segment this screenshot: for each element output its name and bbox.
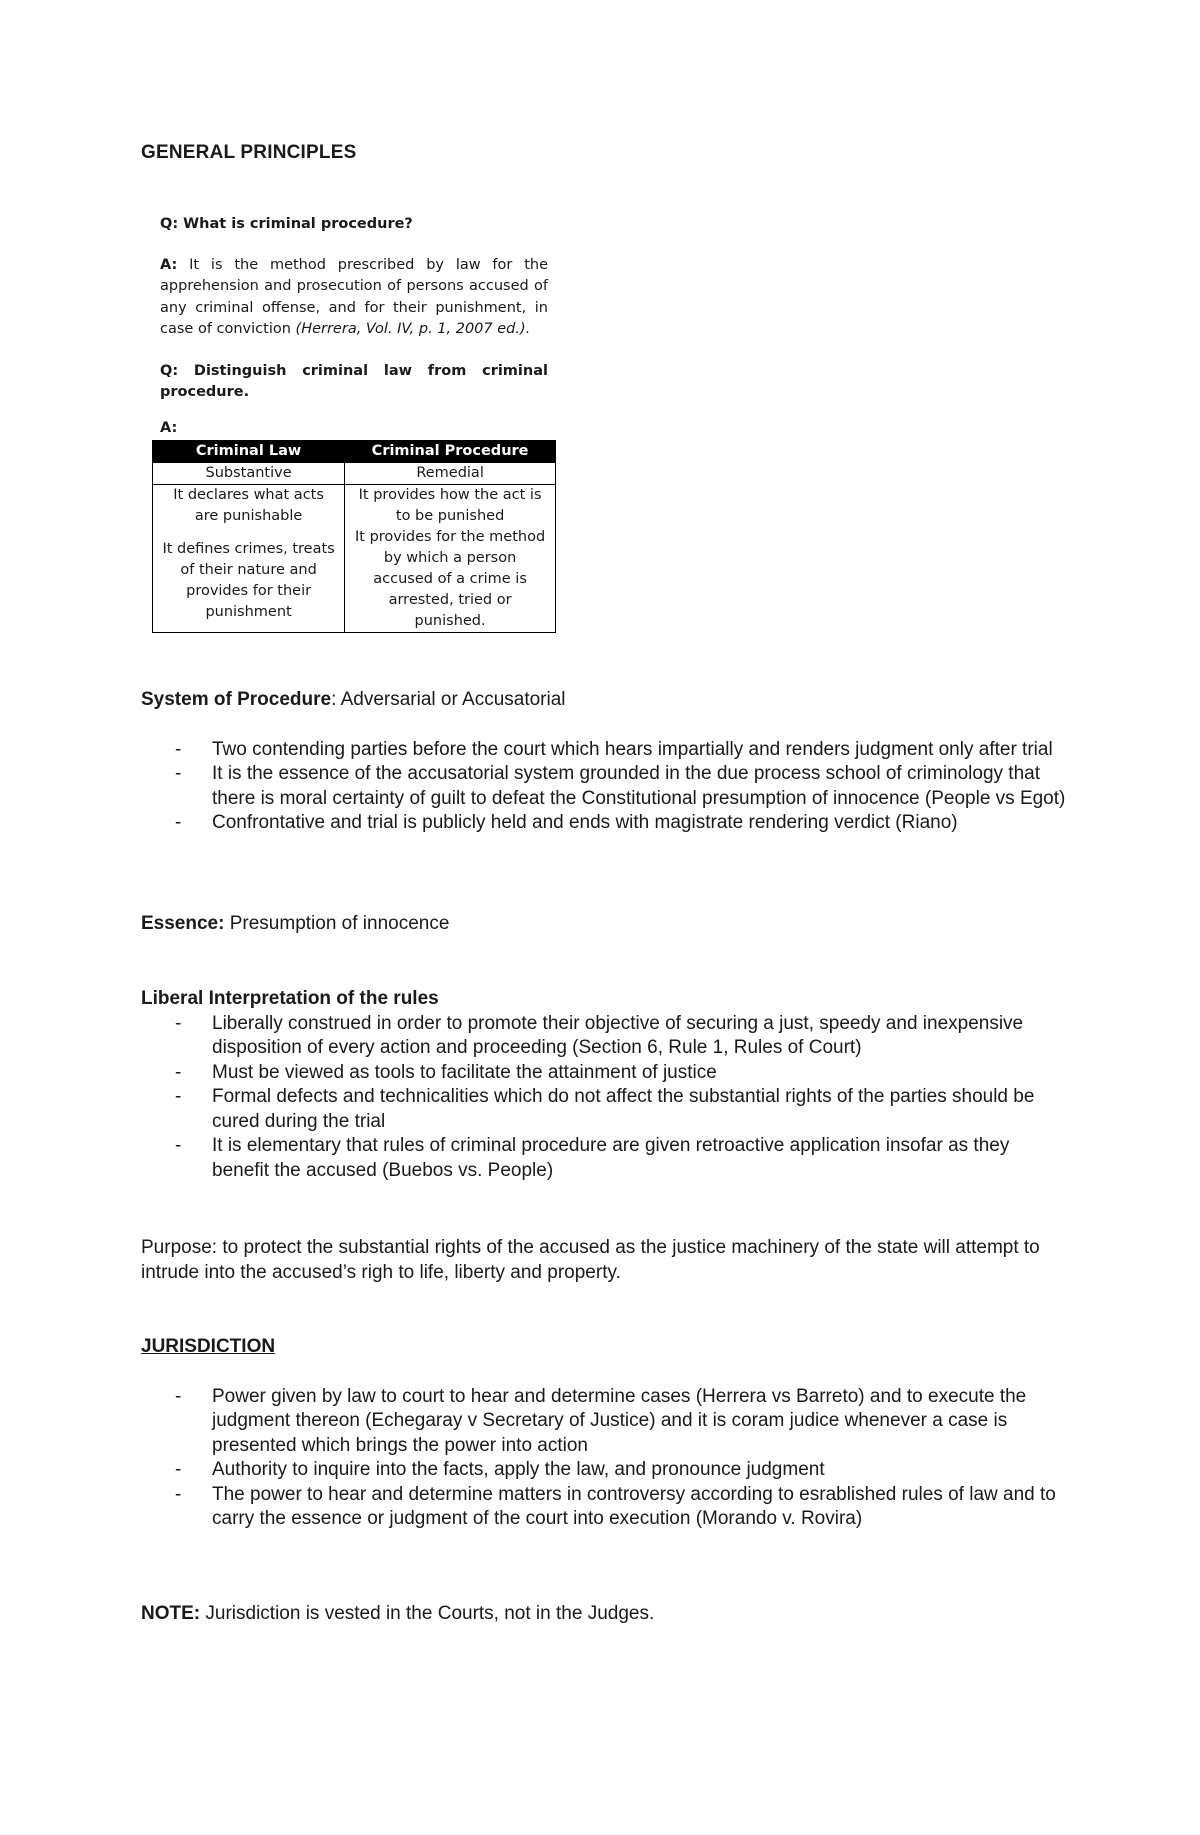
liberal-list: [141, 1012, 1071, 1184]
system-label: System of Procedure: [141, 689, 332, 710]
list-item: - Must be viewed as tools to facilitate the attainment of justice: [141, 1061, 1071, 1086]
answer-citation: (Herrera, Vol. IV, p. 1, 2007 ed.).: [295, 321, 531, 337]
header-criminal-law: Criminal Law: [153, 441, 345, 463]
cell-text: It provides how the act is to be punished: [358, 487, 542, 524]
jurisdiction-heading: JURISDICTION: [141, 1336, 276, 1357]
liberal-interpretation-section: [141, 987, 1071, 1183]
table-row: [153, 485, 556, 633]
purpose-text: Purpose: to protect the substantial rights of the accused as the justice machinery of the state will attempt to intrude into the accused’s righ to life, liberty and property.: [141, 1237, 1040, 1283]
essence-value: Presumption of innocence: [224, 913, 450, 934]
list-item: - Power given by law to court to hear and determine cases (Herrera vs Barreto) and to execute the judgment thereon (Echegaray v Secretary of Justice) and it is coram judice whenever a case is presented which brings the power into action: [141, 1385, 1071, 1459]
table-row: [153, 463, 556, 485]
liberal-heading: Liberal Interpretation of the rules: [141, 988, 439, 1009]
comparison-table: [152, 440, 556, 633]
q2-word: criminal: [302, 362, 369, 379]
question-criminal-procedure: Q: What is criminal procedure?: [160, 216, 413, 232]
q2-word: law: [383, 362, 412, 379]
list-item: - Liberally construed in order to promote their objective of securing a just, speedy and inexpensive disposition of every action and proceeding (Section 6, Rule 1, Rules of Court): [141, 1012, 1071, 1061]
page-title: GENERAL PRINCIPLES: [141, 142, 357, 163]
cell-substantive: Substantive: [153, 463, 345, 485]
jurisdiction-list: [141, 1385, 1071, 1532]
system-sep: :: [331, 689, 341, 710]
note-section: [141, 1602, 1071, 1627]
list-item: - Two contending parties before the court which hears impartially and renders judgment only after trial: [141, 738, 1071, 763]
essence-label: Essence:: [141, 913, 225, 934]
q2-tail: procedure.: [160, 384, 250, 400]
answer-text: It is the method prescribed by law for the apprehension and prosecution of persons accused of any criminal offense, and for their punishment, in case of conviction: [160, 256, 548, 337]
q2-word: Distinguish: [193, 362, 287, 379]
system-of-procedure-section: [141, 688, 1071, 836]
list-item: - Authority to inquire into the facts, apply the law, and pronounce judgment: [141, 1458, 1071, 1483]
essence-section: [141, 912, 1071, 937]
essence-line: [141, 912, 1071, 937]
header-criminal-procedure: Criminal Procedure: [345, 441, 556, 463]
question-distinguish: [160, 361, 548, 404]
answer-label: A:: [160, 256, 178, 273]
list-item: - It is elementary that rules of criminal procedure are given retroactive application insofar as they benefit the accused (Buebos vs. People): [141, 1134, 1071, 1183]
system-list: [141, 738, 1071, 836]
jurisdiction-section: [141, 1335, 1071, 1532]
note-value: Jurisdiction is vested in the Courts, not in the Judges.: [200, 1603, 655, 1624]
table-header-row: [153, 441, 556, 463]
system-value: Adversarial or Accusatorial: [340, 689, 566, 710]
list-item: - It is the essence of the accusatorial system grounded in the due process school of criminology that there is moral certainty of guilt to defeat the Constitutional presumption of innocence (People vs Egot): [141, 762, 1071, 811]
note-line: [141, 1602, 1071, 1627]
answer-criminal-procedure: [160, 255, 548, 341]
q2-word: from: [427, 362, 467, 379]
q2-word: Q:: [160, 362, 179, 379]
cell-text: It provides for the method by which a person accused of a crime is arrested, tried or punished.: [355, 529, 546, 629]
cell-text: It defines crimes, treats of their nature and provides for their punishment: [162, 541, 335, 620]
embedded-excerpt: [150, 214, 560, 633]
list-item: - The power to hear and determine matters in controversy according to esrablished rules of law and to carry the essence or judgment of the court into execution (Morando v. Rovira): [141, 1483, 1071, 1532]
question-distinguish-line: [160, 361, 548, 383]
purpose-section: [141, 1236, 1071, 1285]
note-label: NOTE:: [141, 1603, 201, 1624]
cell-right: [345, 485, 556, 633]
list-item: - Formal defects and technicalities which do not affect the substantial rights of the parties should be cured during the trial: [141, 1085, 1071, 1134]
q2-word: criminal: [482, 362, 548, 379]
system-line: [141, 688, 1071, 713]
cell-left: [153, 485, 345, 633]
list-item: - Confrontative and trial is publicly held and ends with magistrate rendering verdict (Riano): [141, 811, 1071, 836]
cell-remedial: Remedial: [345, 463, 556, 485]
cell-text: It declares what acts are punishable: [173, 487, 324, 524]
answer-label-2: A:: [160, 419, 178, 436]
